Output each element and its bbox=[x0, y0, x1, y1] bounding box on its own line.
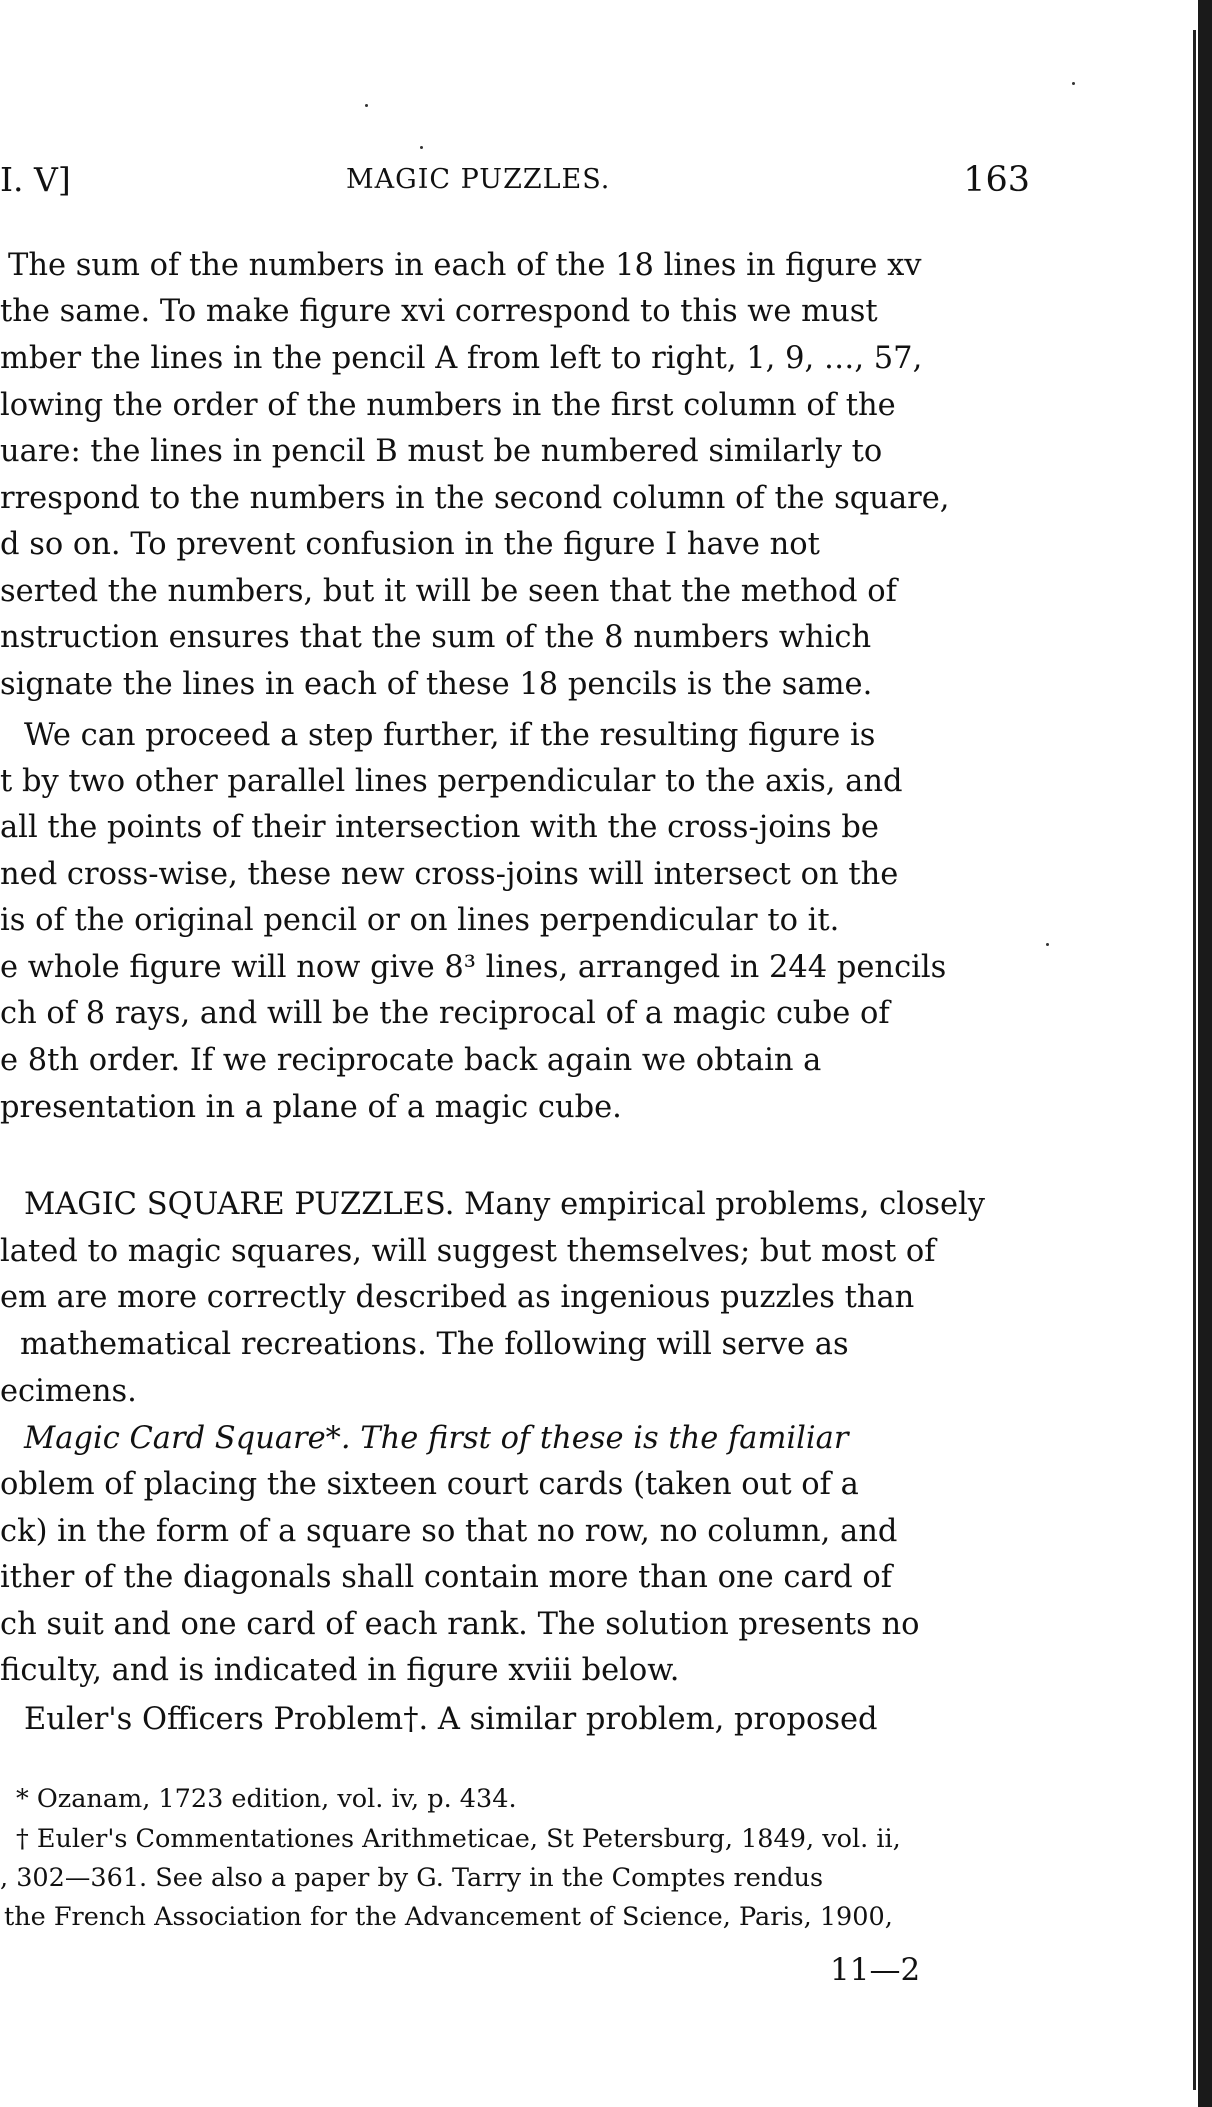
text-line: ch suit and one card of each rank. The solution presents no bbox=[0, 1607, 920, 1642]
footnote-line: * Ozanam, 1723 edition, vol. iv, p. 434. bbox=[16, 1784, 517, 1814]
speck bbox=[365, 104, 368, 107]
text-line: e whole figure will now give 8³ lines, arranged in 244 pencils bbox=[0, 950, 947, 985]
section-heading-line: MAGIC SQUARE PUZZLES. Many empirical problems, closely bbox=[24, 1187, 986, 1222]
text-line: The sum of the numbers in each of the 18 lines in figure xv bbox=[8, 248, 922, 283]
text-line: lated to magic squares, will suggest themselves; but most of bbox=[0, 1234, 936, 1269]
text-line: lowing the order of the numbers in the first column of the bbox=[0, 388, 896, 423]
text-line: Magic Card Square*. The first of these is the familiar bbox=[24, 1421, 849, 1456]
speck bbox=[1072, 82, 1075, 85]
text-line: mber the lines in the pencil A from left to right, 1, 9, …, 57, bbox=[0, 341, 923, 376]
text-line: is of the original pencil or on lines perpendicular to it. bbox=[0, 903, 840, 938]
text-line: ficulty, and is indicated in figure xviii below. bbox=[0, 1653, 680, 1688]
page-title: MAGIC PUZZLES. bbox=[346, 164, 611, 195]
page-edge-shadow bbox=[1198, 0, 1212, 2107]
running-header bbox=[0, 160, 1030, 208]
text-line: serted the numbers, but it will be seen that the method of bbox=[0, 574, 897, 609]
text-line: presentation in a plane of a magic cube. bbox=[0, 1090, 622, 1125]
text-line: all the points of their intersection with the cross-joins be bbox=[0, 810, 879, 845]
footnote-line: , 302—361. See also a paper by G. Tarry in the Comptes rendus bbox=[0, 1863, 824, 1893]
text-line: ither of the diagonals shall contain more than one card of bbox=[0, 1560, 893, 1595]
page-number: 163 bbox=[963, 160, 1030, 200]
footnote-line: † Euler's Commentationes Arithmeticae, St Petersburg, 1849, vol. ii, bbox=[16, 1824, 901, 1854]
chapter-ref: I. V] bbox=[0, 160, 71, 199]
footnote-line: the French Association for the Advancement of Science, Paris, 1900, bbox=[4, 1902, 893, 1932]
text-line: e 8th order. If we reciprocate back again we obtain a bbox=[0, 1043, 822, 1078]
text-line: ch of 8 rays, and will be the reciprocal of a magic cube of bbox=[0, 996, 890, 1031]
page-edge-line bbox=[1193, 30, 1196, 2090]
text-line: We can proceed a step further, if the resulting figure is bbox=[24, 718, 876, 753]
text-line: mathematical recreations. The following will serve as bbox=[20, 1327, 849, 1362]
text-line: nstruction ensures that the sum of the 8 numbers which bbox=[0, 620, 872, 655]
text-line: d so on. To prevent confusion in the figure I have not bbox=[0, 527, 820, 562]
text-line: t by two other parallel lines perpendicular to the axis, and bbox=[0, 764, 903, 799]
signature-mark: 11—2 bbox=[830, 1952, 921, 1988]
text-line: rrespond to the numbers in the second column of the square, bbox=[0, 481, 950, 516]
text-line: ned cross-wise, these new cross-joins will intersect on the bbox=[0, 857, 899, 892]
speck bbox=[420, 146, 423, 149]
text-line: ck) in the form of a square so that no row, no column, and bbox=[0, 1514, 898, 1549]
text-line: oblem of placing the sixteen court cards (taken out of a bbox=[0, 1467, 859, 1502]
text-line: signate the lines in each of these 18 pencils is the same. bbox=[0, 667, 873, 702]
text-line: ecimens. bbox=[0, 1374, 137, 1409]
text-line: uare: the lines in pencil B must be numbered similarly to bbox=[0, 434, 883, 469]
text-line: Euler's Officers Problem†. A similar problem, proposed bbox=[24, 1702, 878, 1737]
speck bbox=[1046, 943, 1049, 946]
text-line: em are more correctly described as ingenious puzzles than bbox=[0, 1280, 915, 1315]
text-line: the same. To make figure xvi correspond to this we must bbox=[0, 294, 878, 329]
